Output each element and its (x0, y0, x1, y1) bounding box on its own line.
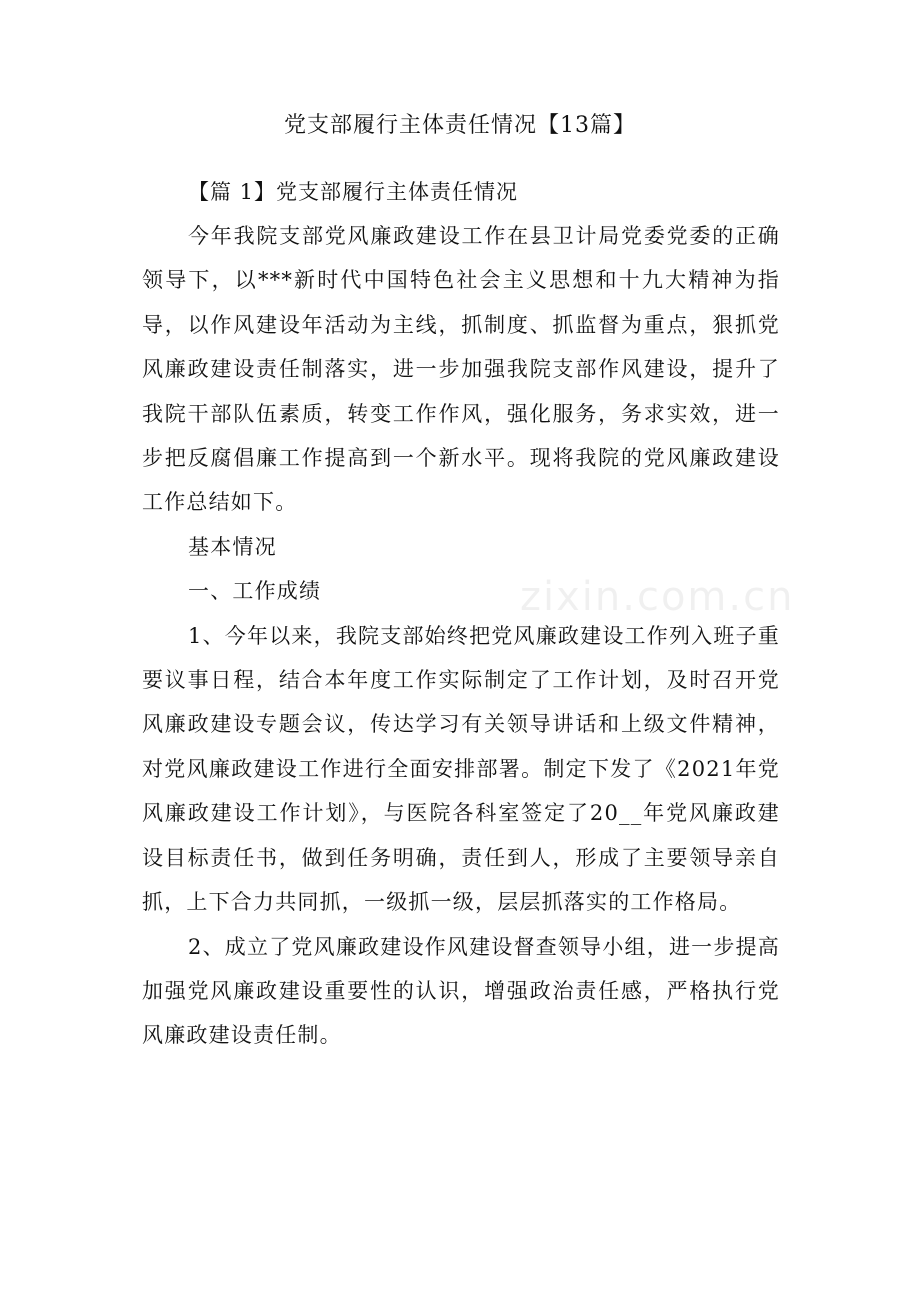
paragraph-item-2: 2、成立了党风廉政建设作风建设督查领导小组，进一步提高加强党风廉政建设重要性的认识，增强政治责任感，严格执行党风廉政建设责任制。 (142, 934, 780, 1048)
document-body (142, 214, 780, 1058)
paragraph-intro: 今年我院支部党风廉政建设工作在县卫计局党委党委的正确领导下，以***新时代中国特色社会主义思想和十九大精神为指导，以作风建设年活动为主线，抓制度、抓监督为重点，狠抓党风廉政建设责任制落实，进一步加强我院支部作风建设，提升了我院干部队伍素质，转变工作作风，强化服务，务求实效，进一步把反腐倡廉工作提高到一个新水平。现将我院的党风廉政建设工作总结如下。 (142, 224, 780, 515)
watermark: zixin.com.cn (520, 574, 795, 620)
paragraph-basic-situation: 基本情况 (188, 534, 277, 559)
paragraph-item-1: 1、今年以来，我院支部始终把党风廉政建设工作列入班子重要议事日程，结合本年度工作实际制定了工作计划，及时召开党风廉政建设专题会议，传达学习有关领导讲话和上级文件精神，对党风廉政建设工作进行全面安排部署。制定下发了《2021年党风廉政建设工作计划》，与医院各科室签定了20__年党风廉政建设目标责任书，做到任务明确，责任到人，形成了主要领导亲自抓，上下合力共同抓，一级抓一级，层层抓落实的工作格局。 (142, 623, 780, 915)
paragraph-work-results-heading: 一、工作成绩 (188, 579, 322, 604)
document-title: 党支部履行主体责任情况【13篇】 (284, 113, 636, 138)
section-heading: 【篇 1】党支部履行主体责任情况 (188, 180, 519, 204)
